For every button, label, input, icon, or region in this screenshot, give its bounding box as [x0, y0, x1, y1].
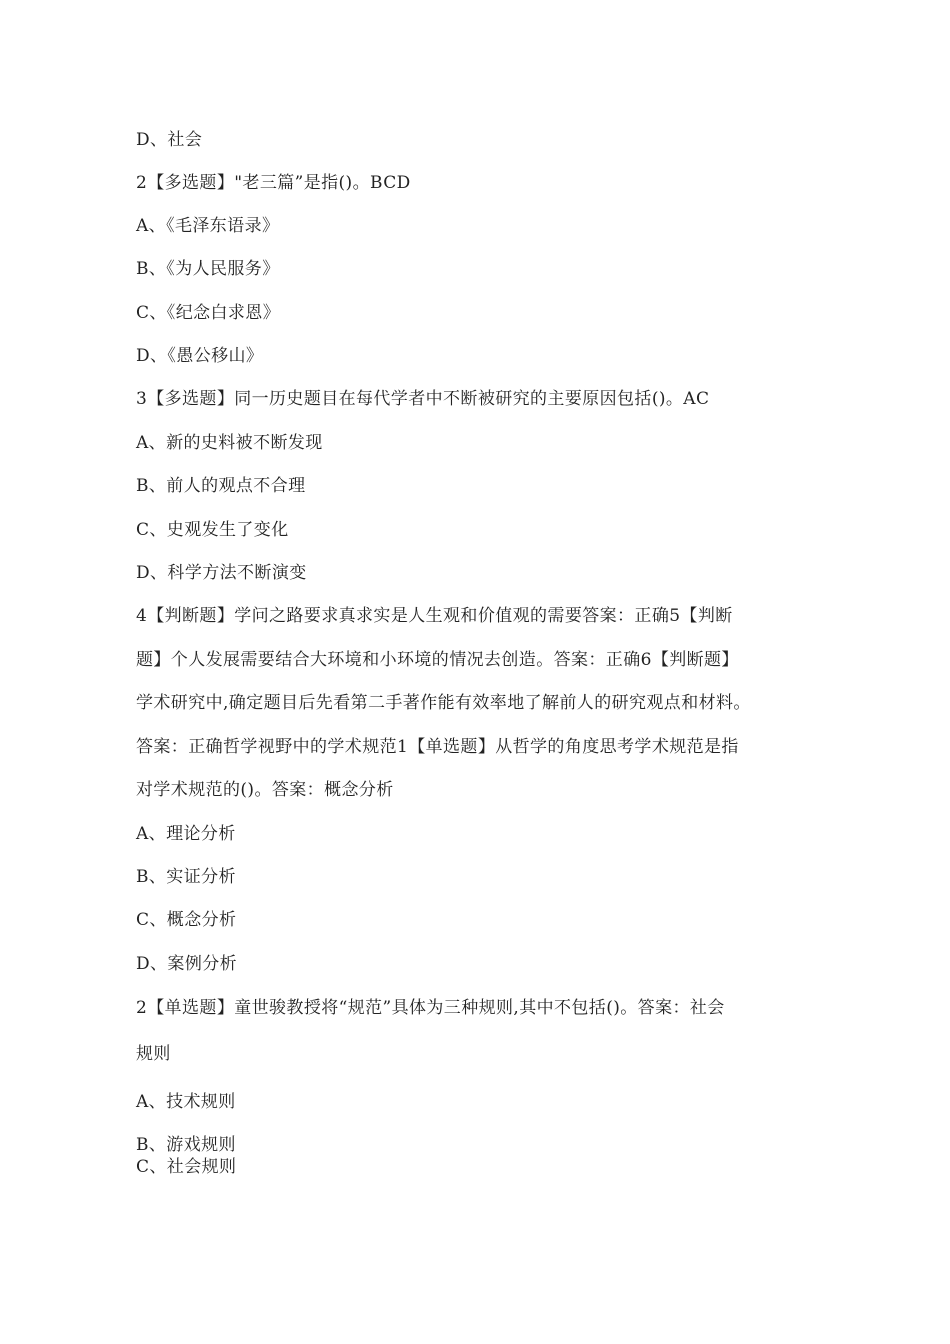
option-line: C、社会规则: [136, 1157, 237, 1177]
option-line: B、《为人民服务》: [136, 259, 280, 279]
option-line: D、案例分析: [136, 954, 238, 974]
option-line: C、史观发生了变化: [136, 520, 289, 540]
option-line: D、《愚公移山》: [136, 346, 264, 366]
option-line: A、《毛泽东语录》: [136, 216, 280, 236]
question-line: 3【多选题】同一历史题目在每代学者中不断被研究的主要原因包括()。AC: [136, 389, 710, 409]
option-line: D、科学方法不断演变: [136, 563, 307, 583]
question-line: 规则: [136, 1044, 171, 1064]
option-line: A、理论分析: [136, 824, 236, 844]
paragraph-line: 答案：正确哲学视野中的学术规范1【单选题】从哲学的角度思考学术规范是指: [136, 737, 739, 757]
paragraph-line: 4【判断题】学问之路要求真求实是人生观和价值观的需要答案：正确5【判断: [136, 606, 733, 626]
paragraph-line: 对学术规范的()。答案：概念分析: [136, 780, 394, 800]
question-line: 2【单选题】童世骏教授将“规范”具体为三种规则,其中不包括()。答案：社会: [136, 998, 725, 1018]
paragraph-line: 学术研究中,确定题目后先看第二手著作能有效率地了解前人的研究观点和材料。: [136, 693, 751, 713]
paragraph-line: 题】个人发展需要结合大环境和小环境的情况去创造。答案：正确6【判断题】: [136, 650, 739, 670]
option-line: B、游戏规则: [136, 1135, 236, 1155]
question-line: 2【多选题】"老三篇”是指()。BCD: [136, 173, 411, 193]
option-line: B、前人的观点不合理: [136, 476, 306, 496]
option-line: A、技术规则: [136, 1092, 236, 1112]
option-line: C、概念分析: [136, 910, 237, 930]
option-line: B、实证分析: [136, 867, 236, 887]
option-line: A、新的史料被不断发现: [136, 433, 323, 453]
option-line: C、《纪念白求恩》: [136, 303, 281, 323]
text-line: D、社会: [136, 130, 203, 150]
